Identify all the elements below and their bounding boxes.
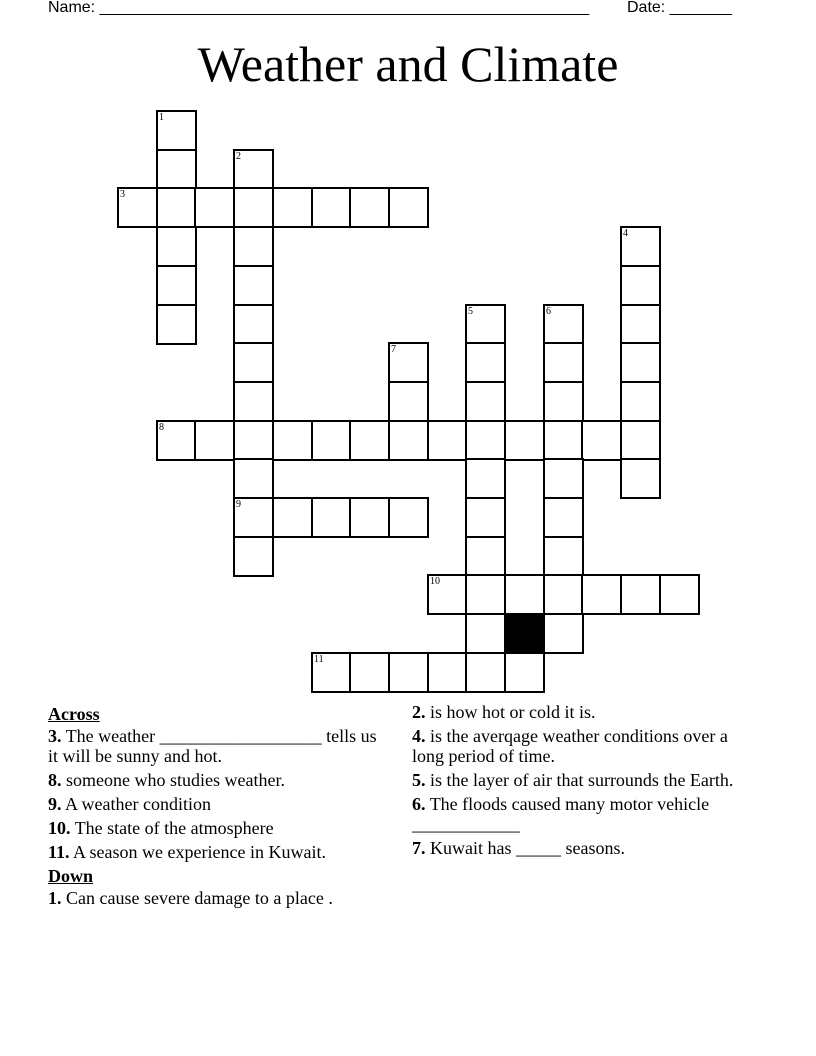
crossword-cell[interactable]	[543, 497, 584, 538]
crossword-cell[interactable]	[233, 342, 274, 383]
crossword-cell[interactable]	[156, 110, 197, 151]
clue-across-8	[48, 770, 388, 790]
clue-down-1	[48, 888, 388, 908]
clue-number-label: 3	[120, 189, 125, 200]
crossword-cell[interactable]	[388, 652, 429, 693]
crossword-cell[interactable]	[581, 420, 622, 461]
crossword-cell[interactable]	[581, 574, 622, 615]
crossword-cell[interactable]	[465, 381, 506, 422]
crossword-cell[interactable]	[620, 304, 661, 345]
down-heading: Down	[48, 866, 94, 886]
clue-number-label: 7	[391, 344, 396, 355]
clue-number: 1.	[48, 888, 62, 908]
crossword-cell[interactable]	[388, 381, 429, 422]
clue-number-label: 9	[236, 499, 241, 510]
crossword-cell[interactable]	[620, 420, 661, 461]
crossword-cell[interactable]	[659, 574, 700, 615]
clue-across-10	[48, 818, 388, 838]
crossword-cell[interactable]	[349, 497, 390, 538]
clue-number: 7.	[412, 838, 426, 858]
crossword-cell[interactable]	[543, 420, 584, 461]
clue-text: Kuwait has _____ seasons.	[430, 838, 625, 858]
crossword-cell[interactable]	[349, 187, 390, 228]
crossword-cell[interactable]	[620, 226, 661, 267]
crossword-cell[interactable]	[465, 652, 506, 693]
crossword-cell[interactable]	[156, 304, 197, 345]
crossword-cell[interactable]	[620, 342, 661, 383]
crossword-cell[interactable]	[427, 574, 468, 615]
crossword-cell[interactable]	[233, 536, 274, 577]
clue-number: 8.	[48, 770, 62, 790]
clue-number: 2.	[412, 702, 426, 722]
crossword-cell[interactable]	[233, 420, 274, 461]
crossword-cell[interactable]	[156, 420, 197, 461]
crossword-cell[interactable]	[233, 265, 274, 306]
crossword-cell[interactable]	[465, 613, 506, 654]
crossword-cell[interactable]	[543, 613, 584, 654]
clue-number: 5.	[412, 770, 426, 790]
clue-text: The floods caused many motor vehicle ____________	[412, 794, 710, 834]
clue-number: 11.	[48, 842, 70, 862]
clue-down-5	[412, 770, 752, 790]
clue-number-label: 1	[159, 112, 164, 123]
clue-number: 9.	[48, 794, 62, 814]
crossword-cell[interactable]	[543, 536, 584, 577]
crossword-cell[interactable]	[465, 497, 506, 538]
clue-text: is the averqage weather conditions over a long period of time.	[412, 726, 728, 766]
clue-down-2	[412, 702, 752, 722]
clue-text: A season we experience in Kuwait.	[73, 842, 326, 862]
crossword-cell[interactable]	[465, 342, 506, 383]
crossword-cell[interactable]	[349, 652, 390, 693]
crossword-cell[interactable]	[311, 497, 352, 538]
clue-number-label: 11	[314, 654, 324, 665]
clue-text: The weather __________________ tells us it will be sunny and hot.	[48, 726, 377, 766]
crossword-black-cell	[504, 613, 545, 654]
clues-column-right	[412, 702, 752, 862]
clue-number: 4.	[412, 726, 426, 746]
crossword-cell[interactable]	[388, 342, 429, 383]
crossword-cell[interactable]	[543, 304, 584, 345]
clue-number-label: 5	[468, 306, 473, 317]
crossword-cell[interactable]	[543, 381, 584, 422]
clue-text: The state of the atmosphere	[74, 818, 274, 838]
crossword-cell[interactable]	[504, 420, 545, 461]
crossword-cell[interactable]	[504, 574, 545, 615]
clue-number-label: 8	[159, 422, 164, 433]
clue-number: 3.	[48, 726, 62, 746]
clue-number-label: 2	[236, 151, 241, 162]
clues-column-left	[48, 702, 388, 912]
clue-across-3	[48, 726, 388, 766]
crossword-cell[interactable]	[388, 187, 429, 228]
crossword-cell[interactable]	[465, 420, 506, 461]
clue-number: 10.	[48, 818, 71, 838]
crossword-cell[interactable]	[620, 381, 661, 422]
crossword-cell[interactable]	[156, 149, 197, 190]
clue-down-7	[412, 838, 752, 858]
crossword-cell[interactable]	[117, 187, 158, 228]
crossword-cell[interactable]	[543, 574, 584, 615]
clue-number-label: 4	[623, 228, 628, 239]
page-title: Weather and Climate	[197, 36, 619, 92]
crossword-cell[interactable]	[156, 265, 197, 306]
crossword-cell[interactable]	[388, 497, 429, 538]
crossword-cell[interactable]	[233, 458, 274, 499]
crossword-cell[interactable]	[233, 381, 274, 422]
clue-number-label: 6	[546, 306, 551, 317]
clue-text: someone who studies weather.	[66, 770, 285, 790]
crossword-cell[interactable]	[194, 187, 235, 228]
clue-across-9	[48, 794, 388, 814]
crossword-cell[interactable]	[233, 304, 274, 345]
crossword-cell[interactable]	[543, 342, 584, 383]
crossword-cell[interactable]	[504, 652, 545, 693]
name-field-label: Name: _______________________________________________________	[48, 0, 589, 16]
crossword-cell[interactable]	[156, 226, 197, 267]
crossword-cell[interactable]	[156, 187, 197, 228]
clue-across-11	[48, 842, 388, 862]
crossword-cell[interactable]	[465, 304, 506, 345]
crossword-cell[interactable]	[388, 420, 429, 461]
crossword-cell[interactable]	[272, 187, 313, 228]
clue-text: Can cause severe damage to a place .	[66, 888, 333, 908]
clue-text: A weather condition	[65, 794, 211, 814]
date-field-label: Date: _______	[627, 0, 732, 16]
clue-number: 6.	[412, 794, 426, 814]
crossword-cell[interactable]	[543, 458, 584, 499]
clue-text: is how hot or cold it is.	[430, 702, 596, 722]
crossword-cell[interactable]	[233, 497, 274, 538]
crossword-cell[interactable]	[465, 536, 506, 577]
crossword-cell[interactable]	[349, 420, 390, 461]
crossword-cell[interactable]	[465, 458, 506, 499]
crossword-cell[interactable]	[620, 458, 661, 499]
crossword-cell[interactable]	[233, 149, 274, 190]
crossword-cell[interactable]	[233, 226, 274, 267]
crossword-cell[interactable]	[272, 420, 313, 461]
crossword-cell[interactable]	[233, 187, 274, 228]
across-heading: Across	[48, 704, 100, 724]
crossword-cell[interactable]	[311, 652, 352, 693]
crossword-cell[interactable]	[427, 420, 468, 461]
clue-number-label: 10	[430, 576, 440, 587]
crossword-cell[interactable]	[620, 574, 661, 615]
crossword-cell[interactable]	[272, 497, 313, 538]
crossword-cell[interactable]	[311, 187, 352, 228]
clue-down-4	[412, 726, 752, 766]
crossword-cell[interactable]	[194, 420, 235, 461]
crossword-cell[interactable]	[620, 265, 661, 306]
crossword-cell[interactable]	[311, 420, 352, 461]
crossword-cell[interactable]	[427, 652, 468, 693]
crossword-cell[interactable]	[465, 574, 506, 615]
clue-text: is the layer of air that surrounds the Earth.	[430, 770, 734, 790]
clue-down-6	[412, 794, 752, 834]
